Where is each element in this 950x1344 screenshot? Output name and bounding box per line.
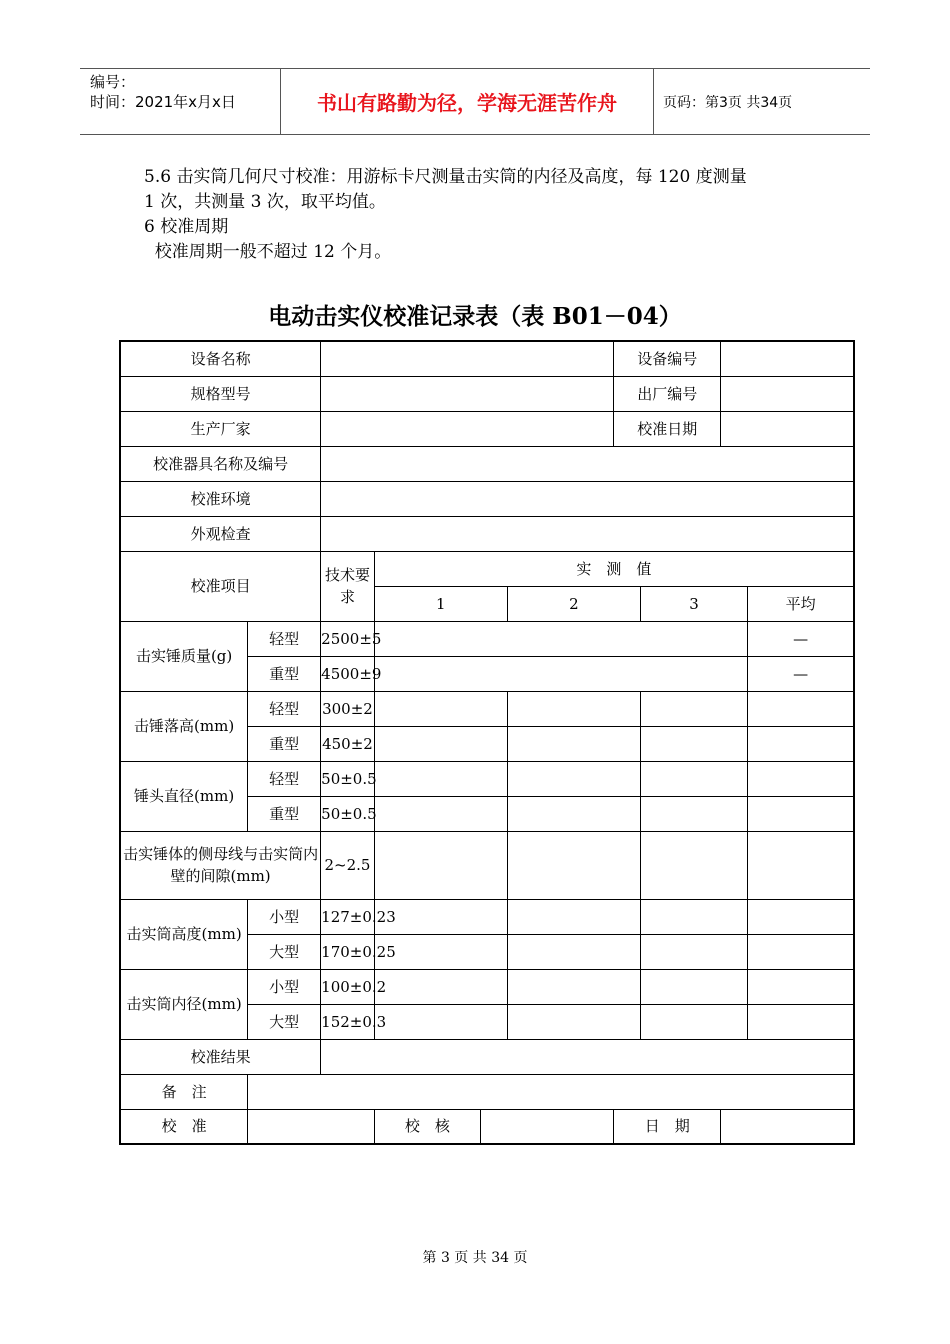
measure-cell[interactable] (640, 691, 747, 726)
section-heading: 6 校准周期 (144, 217, 229, 237)
measure-cell[interactable] (507, 1004, 640, 1039)
average-cell[interactable] (748, 761, 854, 796)
measure-cell[interactable] (640, 899, 747, 934)
mass-light-avg: — (748, 621, 854, 656)
factory-no-field[interactable] (721, 376, 854, 411)
table-row (120, 516, 854, 551)
instrument-label: 校准器具名称及编号 (120, 446, 321, 481)
header-meta (80, 69, 281, 134)
gap-req: 2~2.5 (321, 831, 375, 899)
cyl-height-label: 击实筒高度(mm) (120, 899, 248, 969)
result-field[interactable] (321, 1039, 854, 1074)
table-header-row (120, 551, 854, 586)
table-row (120, 621, 854, 656)
table-row (120, 691, 854, 726)
average-cell[interactable] (748, 969, 854, 1004)
measure-cell[interactable] (507, 796, 640, 831)
type-large-label: 大型 (248, 1004, 321, 1039)
gap-label (120, 831, 321, 899)
type-heavy-label: 重型 (248, 726, 321, 761)
head-light-req: 50±0.5 (321, 761, 375, 796)
calib-date-label: 校准日期 (614, 411, 721, 446)
col-2-header: 2 (507, 586, 640, 621)
table-row (120, 481, 854, 516)
mass-light-measured[interactable] (374, 621, 747, 656)
intro-line-1: 5.6 击实筒几何尺寸校准：用游标卡尺测量击实筒的内径及高度，每 120 度测量 (144, 167, 747, 187)
head-dia-label: 锤头直径(mm) (120, 761, 248, 831)
measure-cell[interactable] (374, 969, 507, 1004)
page-footer: 第 3 页 共 34 页 (422, 1250, 528, 1266)
measure-cell[interactable] (507, 831, 640, 899)
checker-field[interactable] (481, 1109, 614, 1144)
measure-cell[interactable] (507, 691, 640, 726)
measure-cell[interactable] (640, 831, 747, 899)
appearance-field[interactable] (321, 516, 854, 551)
dia-large-req: 152±0.3 (321, 1004, 375, 1039)
page-header (80, 68, 870, 135)
drop-height-label: 击锤落高(mm) (120, 691, 248, 761)
calibrator-label: 校 准 (120, 1109, 248, 1144)
measure-cell[interactable] (507, 761, 640, 796)
measure-cell[interactable] (374, 726, 507, 761)
measure-cell[interactable] (640, 726, 747, 761)
appearance-label: 外观检查 (120, 516, 321, 551)
table-row (120, 831, 854, 899)
environment-field[interactable] (321, 481, 854, 516)
calib-date-field[interactable] (721, 411, 854, 446)
mass-heavy-measured[interactable] (374, 656, 747, 691)
avg-header: 平均 (748, 586, 854, 621)
dia-small-req: 100±0.2 (321, 969, 375, 1004)
device-no-field[interactable] (721, 341, 854, 376)
table-row (120, 969, 854, 1004)
mass-heavy-req: 4500±9 (321, 656, 375, 691)
date-label: 日 期 (614, 1109, 721, 1144)
table-row (120, 341, 854, 376)
spec-model-label: 规格型号 (120, 376, 321, 411)
average-cell[interactable] (748, 1004, 854, 1039)
manufacturer-field[interactable] (321, 411, 614, 446)
checker-label: 校 核 (374, 1109, 480, 1144)
measure-cell[interactable] (374, 1004, 507, 1039)
mass-heavy-avg: — (748, 656, 854, 691)
intro-line-2: 1 次，共测量 3 次，取平均值。 (144, 192, 386, 212)
table-row (120, 376, 854, 411)
calibrator-field[interactable] (248, 1109, 375, 1144)
type-heavy-label: 重型 (248, 656, 321, 691)
measure-cell[interactable] (374, 796, 507, 831)
table-row (120, 1039, 854, 1074)
measure-cell[interactable] (374, 691, 507, 726)
drop-heavy-req: 450±2 (321, 726, 375, 761)
type-light-label: 轻型 (248, 691, 321, 726)
number-label: 编号： (90, 73, 136, 91)
type-light-label: 轻型 (248, 761, 321, 796)
mass-light-req: 2500±5 (321, 621, 375, 656)
result-label: 校准结果 (120, 1039, 321, 1074)
type-small-label: 小型 (248, 969, 321, 1004)
time-label: 时间：2021年x月x日 (90, 93, 236, 111)
average-cell[interactable] (748, 726, 854, 761)
measure-cell[interactable] (640, 1004, 747, 1039)
factory-no-label: 出厂编号 (614, 376, 721, 411)
device-name-label: 设备名称 (120, 341, 321, 376)
type-large-label: 大型 (248, 934, 321, 969)
measure-cell[interactable] (507, 726, 640, 761)
cyl-dia-label: 击实筒内径(mm) (120, 969, 248, 1039)
table-row (120, 899, 854, 934)
measure-cell[interactable] (640, 969, 747, 1004)
hammer-mass-label: 击实锤质量(g) (120, 621, 248, 691)
type-heavy-label: 重型 (248, 796, 321, 831)
form-title: 电动击实仪校准记录表（表 B01－04） (268, 303, 682, 330)
measure-cell[interactable] (640, 761, 747, 796)
device-name-field[interactable] (321, 341, 614, 376)
spec-model-field[interactable] (321, 376, 614, 411)
measured-header: 实 测 值 (374, 551, 854, 586)
type-small-label: 小型 (248, 899, 321, 934)
requirement-header: 技术要求 (321, 551, 375, 621)
calibration-record-table (119, 340, 855, 1145)
signature-row (120, 1109, 854, 1144)
environment-label: 校准环境 (120, 481, 321, 516)
instrument-field[interactable] (321, 446, 854, 481)
manufacturer-label: 生产厂家 (120, 411, 321, 446)
intro-line-4: 校准周期一般不超过 12 个月。 (144, 242, 392, 262)
item-header: 校准项目 (120, 551, 321, 621)
header-motto: 书山有路勤为径，学海无涯苦作舟 (281, 69, 654, 134)
average-cell[interactable] (748, 831, 854, 899)
remarks-label: 备 注 (120, 1074, 248, 1109)
measure-cell[interactable] (374, 761, 507, 796)
page-number-label: 页码：第3页 共34页 (663, 94, 793, 111)
table-row (120, 446, 854, 481)
date-field[interactable] (721, 1109, 854, 1144)
table-row (120, 761, 854, 796)
measure-cell[interactable] (640, 796, 747, 831)
measure-cell[interactable] (507, 969, 640, 1004)
height-large-req: 170±0.25 (321, 934, 375, 969)
average-cell[interactable] (748, 899, 854, 934)
gap-label-line-1: 击实锤体的侧母线与击实筒内 (123, 845, 319, 863)
col-3-header: 3 (640, 586, 747, 621)
measure-cell[interactable] (507, 899, 640, 934)
average-cell[interactable] (748, 691, 854, 726)
remarks-field[interactable] (248, 1074, 854, 1109)
drop-light-req: 300±2 (321, 691, 375, 726)
type-light-label: 轻型 (248, 621, 321, 656)
average-cell[interactable] (748, 796, 854, 831)
head-heavy-req: 50±0.5 (321, 796, 375, 831)
measure-cell[interactable] (640, 934, 747, 969)
measure-cell[interactable] (507, 934, 640, 969)
device-no-label: 设备编号 (614, 341, 721, 376)
table-row (120, 1074, 854, 1109)
average-cell[interactable] (748, 934, 854, 969)
measure-cell[interactable] (374, 831, 507, 899)
table-row (120, 411, 854, 446)
height-small-req: 127±0.23 (321, 899, 375, 934)
col-1-header: 1 (374, 586, 507, 621)
gap-label-line-2: 壁的间隙(mm) (170, 867, 271, 885)
